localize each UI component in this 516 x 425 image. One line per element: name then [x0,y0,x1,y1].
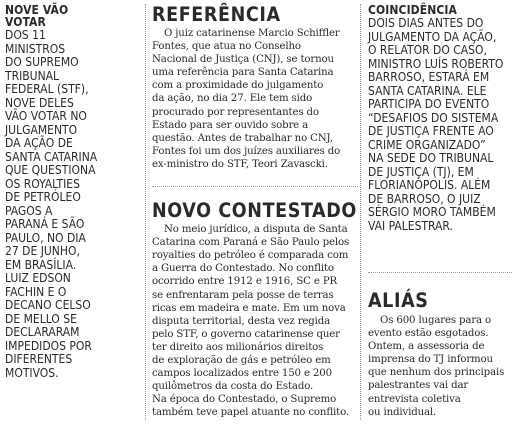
body-line: OS ROYALTIES [5,176,80,191]
text-line: disputa territorial, desta vez regida [152,315,331,327]
body-line: VÃO VOTAR NO [5,109,87,123]
body-line: SANTA CATARINA [5,149,98,164]
kicker-line: NOVE VÃO [5,3,69,17]
body-line: PARANÁ E SÃO [5,217,85,231]
column-right [368,0,512,419]
text-line: se enfrentaram pela posse de terras [152,289,334,301]
body-line: DIFERENTES [5,352,73,366]
body-line: DE JUSTIÇA (TJ), EM [368,164,474,179]
text-line: procurado por representantes do [152,106,319,118]
text-line: Fontes foi um dos juízes auxiliares do [152,145,341,157]
body-line: DOIS DIAS ANTES DO [368,16,484,30]
body-line: DE BARROSO, O JUIZ [368,191,481,206]
heading-alias: ALIÁS [368,289,429,312]
body-line: O RELATOR DO CASO, [368,43,487,57]
paragraph-alias [368,314,512,419]
body-line: PARTICIPA DO EVENTO [368,97,490,111]
paragraph-novo-contestado [152,223,360,419]
body-line: DOS 11 [5,28,46,42]
body-line: “DESAFIOS DO SISTEMA [368,110,499,125]
column-divider-left [145,4,146,420]
paragraph-referencia [152,27,360,171]
text-line: questão. Antes de trabalhar no CNJ, [152,132,333,144]
text-line: Estado para ser ouvido sobre a [152,119,309,131]
body-line: SANTA CATARINA. ELE [368,83,487,98]
body-line: FEDERAL (STF), [5,82,89,96]
body-line: SÉRGIO MORO TAMBÉM [368,205,496,219]
text-line: Catarina com Paraná e São Paulo pelos [152,237,350,249]
text-line: ex-ministro do STF, Teori Zavascki. [152,158,328,170]
body-line: NOVE DELES [5,95,74,110]
body-line: VAI PALESTRAR. [368,218,453,233]
text-line: imprensa do TJ informou [368,354,493,366]
column-nove-vao-votar [5,0,142,380]
text-line: também teve papel atuante no conflito. [152,407,349,419]
body-line: EM BRASÍLIA. [5,257,77,272]
text-line: Fontes, que atua no Conselho [152,41,301,53]
text-line: de exploração de gás e petróleo em [152,354,331,366]
text-line: ter direito aos milionários direitos [152,341,324,353]
body-line: DE MELLO SE [5,311,77,326]
body-line: LUIZ EDSON [5,271,71,285]
column-divider-right [360,4,361,420]
body-line: JULGAMENTO [5,122,78,137]
body-line: DECLARARAM [5,325,80,339]
text-line: No meio jurídico, a disputa de Santa [164,224,348,236]
body-line: MINISTROS [5,41,66,56]
text-line: evento estão esgotados. [368,328,489,340]
body-line: FACHIN E O [5,284,67,299]
body-line: FLORIANÓPOLIS. ALÉM [368,178,491,192]
text-line: ou individual. [368,406,437,418]
text-line: ricas em madeira e mate. Em um nova [152,302,346,314]
text-line: pelo STF, o governo catarinense quer [152,328,340,340]
body-nove-vao-votar [5,29,131,380]
body-line: MINISTRO LUÍS ROBERTO [368,56,504,71]
text-line: entrevista coletiva [368,393,461,405]
text-line: royalties do petróleo é comparada com [152,250,349,262]
text-line: campos localizados entre 150 e 200 [152,368,332,380]
body-line: NA SEDE DO TRIBUNAL [368,151,494,165]
kicker-nove-vao-votar [5,4,142,28]
body-line: TRIBUNAL [5,68,60,83]
body-line: JULGAMENTO DA AÇÃO, [368,29,497,44]
text-line: Os 600 lugares para o [380,315,492,326]
text-line: quilômetros da costa do Estado. [152,381,314,393]
body-line: IMPEDIDOS POR [5,338,92,353]
text-line: Na época do Contestado, o Supremo [152,394,337,406]
body-line: CRIME ORGANIZADO” [368,137,486,152]
body-line: DE PETRÓLEO [5,190,81,204]
body-line: DE JUSTIÇA FRENTE AO [368,124,494,138]
text-line: palestrantes vai dar [368,380,469,392]
body-line: PAULO, NO DIA [5,230,86,245]
body-line: QUE QUESTIONA [5,163,96,177]
text-line: uma referência para Santa Catarina [152,67,334,79]
text-line: Ontem, a assessoria de [368,341,485,353]
text-line: que nenhum dos principais [368,367,505,379]
body-line: BARROSO, ESTARÁ EM [368,70,490,84]
kicker-coincidencia: COINCIDÊNCIA [368,3,457,17]
heading-referencia: REFERÊNCIA [152,3,281,26]
column-middle [152,0,360,419]
body-coincidencia [368,17,508,233]
body-line: MOTIVOS. [5,365,59,380]
kicker-line: VOTAR [5,15,46,29]
body-line: 27 DE JUNHO, [5,244,80,258]
text-line: a Guerra do Contestado. No conflito [152,263,334,275]
text-line: da ação, no dia 27. Ele tem sido [152,93,313,105]
text-line: Nacional de Justiça (CNJ), se tornou [152,54,334,66]
body-line: PAGOS A [5,203,53,218]
text-line: com a proximidade do julgamento [152,80,324,92]
text-line: O juiz catarinense Marcio Schiffler [164,28,340,39]
body-line: DA AÇÃO DE [5,136,73,150]
heading-novo-contestado: NOVO CONTESTADO [152,199,357,223]
text-line: ocorrido entre 1912 e 1916, SC e PR [152,276,338,288]
body-line: DECANO CELSO [5,298,91,312]
body-line: DO SUPREMO [5,55,79,69]
